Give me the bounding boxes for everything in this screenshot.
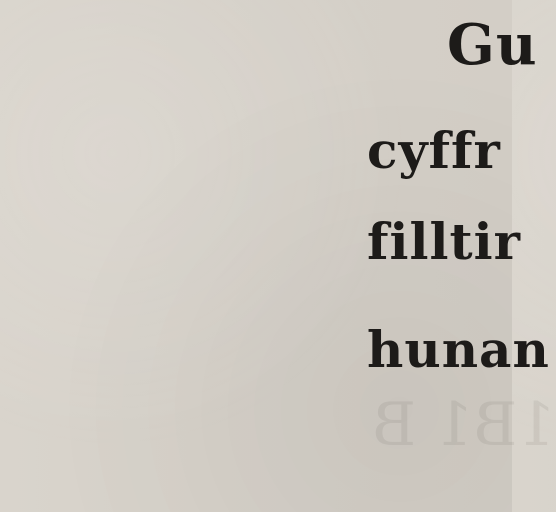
bleed-through-text: 1B1 B	[372, 390, 556, 460]
text-line-1: Gu	[447, 12, 538, 78]
text-line-2: cyffr	[367, 121, 501, 180]
text-line-4: hunan	[367, 320, 550, 379]
text-line-3: filltir	[367, 212, 521, 271]
